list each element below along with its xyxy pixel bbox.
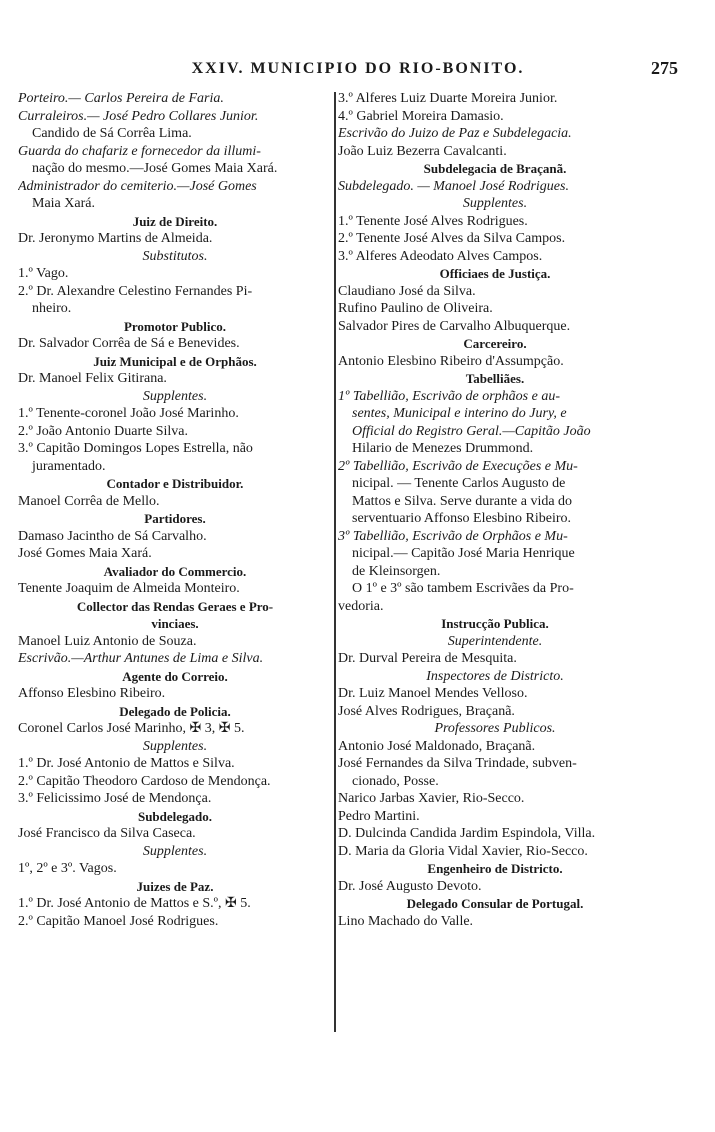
section-heading: Carcereiro. [463, 336, 527, 351]
section-heading: Tabelliães. [465, 371, 525, 386]
section-heading: Engenheiro de Districto. [427, 861, 563, 876]
subsection-heading: Superintendente. [447, 633, 543, 649]
text-line: 2º Tabellião, Escrivão de Execuções e Mu- [338, 458, 578, 474]
text-line: 3.º Capitão Domingos Lopes Estrella, não [18, 441, 253, 456]
subsection-heading: Supplentes. [142, 843, 208, 859]
text-line: Dr. Salvador Corrêa de Sá e Benevides. [18, 336, 240, 351]
section-heading: Delegado Consular de Portugal. [406, 896, 584, 911]
text-line: Rufino Paulino de Oliveira. [338, 301, 493, 316]
text-line: vedoria. [338, 598, 384, 614]
text-line: 3.º Felicissimo José de Mendonça. [18, 791, 212, 806]
section-heading: Juizes de Paz. [136, 878, 214, 894]
subsection-heading: Supplentes. [142, 738, 208, 754]
page-number: 275 [651, 58, 678, 78]
text-line: D. Maria da Gloria Vidal Xavier, Rio-Secco. [338, 843, 588, 859]
section-heading: Instrucção Publica. [441, 616, 549, 631]
section-heading: Partidores. [144, 511, 206, 526]
right-column [338, 90, 652, 930]
text-line: nicipal.— Capitão José Maria Henrique [352, 546, 575, 561]
section-heading: Avaliador do Commercio. [103, 563, 247, 579]
text-line: Escrivão do Juizo de Paz e Subdelegacia. [338, 126, 572, 141]
section-heading: Collector das Rendas Geraes e Pro- [76, 598, 274, 614]
text-line: Curraleiros.— José Pedro Collares Junior. [18, 108, 259, 124]
section-heading: Promotor Publico. [123, 318, 227, 334]
text-line: 1.º Tenente José Alves Rodrigues. [338, 213, 528, 229]
text-line: Administrador do cemiterio.—José Gomes [18, 178, 257, 194]
subsection-heading: Inspectores de Districto. [426, 668, 564, 684]
text-line: Damaso Jacintho de Sá Carvalho. [18, 528, 207, 544]
text-line: Salvador Pires de Carvalho Albuquerque. [338, 318, 571, 334]
section-heading: Agente do Correio. [122, 668, 228, 684]
text-line: Hilario de Menezes Drummond. [352, 441, 534, 456]
text-line: Candido de Sá Corrêa Lima. [32, 126, 192, 141]
text-line: Dr. José Augusto Devoto. [338, 878, 482, 894]
section-heading: Delegado de Policia. [119, 703, 231, 719]
text-line: Porteiro.— Carlos Pereira de Faria. [18, 91, 224, 106]
text-line: nheiro. [32, 301, 72, 316]
subsection-heading: Substitutos. [142, 248, 208, 264]
text-line: nicipal. — Tenente Carlos Augusto de [352, 476, 566, 491]
running-title: XXIV. MUNICIPIO DO RIO-BONITO. [191, 60, 525, 77]
text-line: Dr. Luiz Manoel Mendes Velloso. [338, 686, 528, 701]
text-line: Guarda do chafariz e fornecedor da illumi- [18, 143, 261, 159]
text-line: Claudiano José da Silva. [338, 283, 476, 299]
text-line: Affonso Elesbino Ribeiro. [18, 686, 166, 701]
text-line: Dr. Durval Pereira de Mesquita. [338, 651, 517, 666]
text-line: Pedro Martini. [338, 808, 420, 824]
text-line: Narico Jarbas Xavier, Rio-Secco. [338, 791, 525, 806]
section-heading: Juiz Municipal e de Orphãos. [93, 353, 257, 369]
text-line: 2.º Tenente José Alves da Silva Campos. [338, 231, 566, 246]
text-line: Manoel Corrêa de Mello. [18, 493, 160, 509]
section-heading: vinciaes. [151, 616, 199, 631]
text-line: Escrivão.—Arthur Antunes de Lima e Silva. [18, 651, 264, 666]
text-line: serventuario Affonso Elesbino Ribeiro. [352, 511, 572, 526]
text-line: João Luiz Bezerra Cavalcanti. [338, 143, 507, 159]
text-line: 3º Tabellião, Escrivão de Orphãos e Mu- [338, 528, 568, 544]
text-line: 3.º Alferes Adeodato Alves Campos. [338, 248, 543, 264]
text-line: O 1º e 3º são tambem Escrivães da Pro- [352, 581, 574, 596]
text-line: Tenente Joaquim de Almeida Monteiro. [18, 581, 240, 596]
subsection-heading: Supplentes. [142, 388, 208, 404]
text-line: nação do mesmo.—José Gomes Maia Xará. [32, 161, 278, 176]
text-line: Dr. Jeronymo Martins de Almeida. [18, 231, 213, 246]
text-line: 1.º Dr. José Antonio de Mattos e Silva. [18, 756, 235, 771]
text-line: José Alves Rodrigues, Braçanã. [338, 703, 515, 719]
section-heading: Subdelegacia de Braçanã. [423, 161, 567, 176]
text-line: 2.º João Antonio Duarte Silva. [18, 423, 188, 439]
column-divider [334, 92, 336, 1032]
text-line: cionado, Posse. [352, 773, 439, 789]
text-line: 1.º Dr. José Antonio de Mattos e S.º, ✠ 5. [18, 896, 251, 911]
text-line: de Kleinsorgen. [352, 563, 441, 579]
text-line: juramentado. [32, 458, 106, 474]
text-line: Official do Registro Geral.—Capitão João [352, 423, 591, 439]
text-line: Antonio Elesbino Ribeiro d'Assumpção. [338, 353, 564, 369]
text-line: 4.º Gabriel Moreira Damasio. [338, 108, 504, 124]
text-line: 2.º Capitão Theodoro Cardoso de Mendonça. [18, 773, 271, 789]
section-heading: Juiz de Direito. [132, 213, 218, 229]
text-line: 1º, 2º e 3º. Vagos. [18, 861, 117, 876]
text-line: Antonio José Maldonado, Braçanã. [338, 738, 536, 754]
text-line: Lino Machado do Valle. [338, 913, 474, 929]
text-line: 3.º Alferes Luiz Duarte Moreira Junior. [338, 91, 558, 106]
text-line: 1.º Tenente-coronel João José Marinho. [18, 406, 239, 421]
section-heading: Contador e Distribuidor. [106, 476, 244, 491]
text-line: Maia Xará. [32, 196, 95, 211]
text-line: 1.º Vago. [18, 266, 69, 281]
text-line: 2.º Dr. Alexandre Celestino Fernandes Pi- [18, 283, 253, 299]
subsection-heading: Supplentes. [462, 196, 528, 211]
text-line: Mattos e Silva. Serve durante a vida do [352, 493, 573, 509]
left-column [18, 90, 332, 930]
text-line: Subdelegado. — Manoel José Rodrigues. [338, 178, 569, 194]
text-line: sentes, Municipal e interino do Jury, e [352, 406, 567, 421]
text-line: José Francisco da Silva Caseca. [18, 826, 196, 841]
section-heading: Officiaes de Justiça. [439, 266, 551, 281]
text-line: Coronel Carlos José Marinho, ✠ 3, ✠ 5. [18, 721, 245, 736]
text-line: D. Dulcinda Candida Jardim Espindola, Villa. [338, 826, 596, 841]
text-line: 1º Tabellião, Escrivão de orphãos e au- [338, 388, 560, 404]
text-line: José Gomes Maia Xará. [18, 546, 152, 561]
text-line: 2.º Capitão Manoel José Rodrigues. [18, 913, 219, 929]
section-heading: Subdelegado. [137, 808, 213, 824]
document-page [18, 58, 698, 1068]
subsection-heading: Professores Publicos. [434, 721, 556, 736]
text-line: Manoel Luiz Antonio de Souza. [18, 633, 197, 649]
text-line: Dr. Manoel Felix Gitirana. [18, 371, 167, 386]
page-header [18, 58, 698, 84]
text-line: José Fernandes da Silva Trindade, subven- [338, 756, 577, 771]
